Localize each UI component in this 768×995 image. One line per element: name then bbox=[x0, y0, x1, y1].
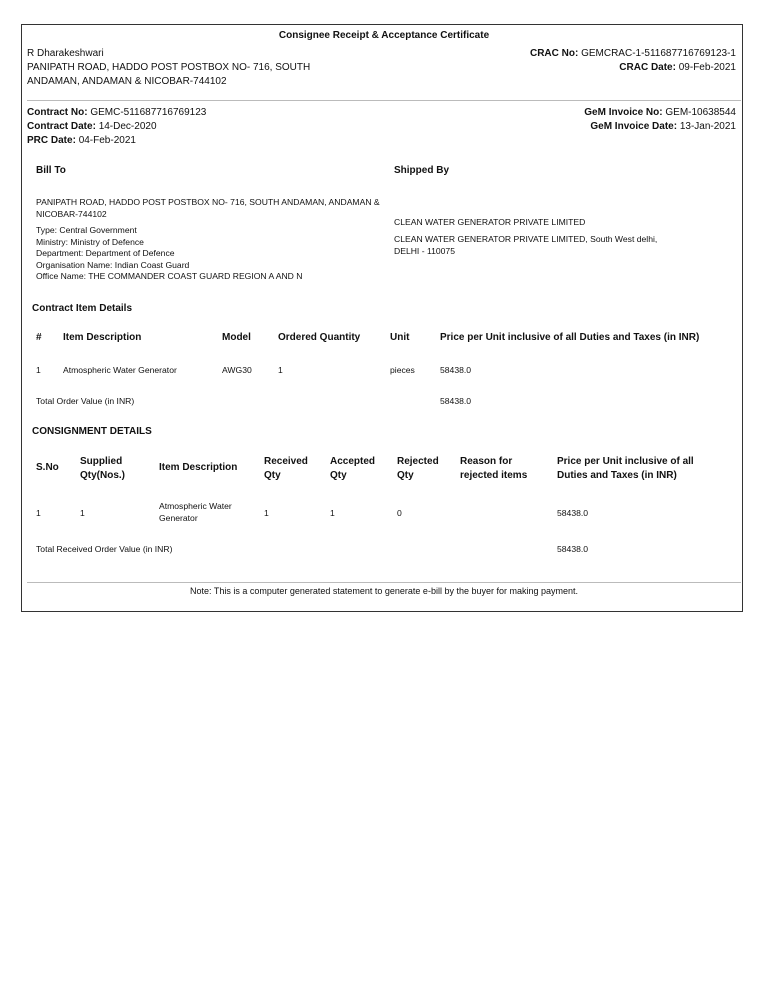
crac-date bbox=[530, 61, 736, 75]
prc-date-label: PRC Date: bbox=[27, 135, 76, 146]
col-header-received-line2: Qty bbox=[264, 470, 281, 481]
row-num: 1 bbox=[36, 365, 41, 375]
invoice-date-value: 13-Jan-2021 bbox=[679, 121, 736, 132]
col-header-rejected-line1: Rejected bbox=[397, 456, 439, 467]
col-header-item-description: Item Description bbox=[159, 462, 238, 473]
consignee-block bbox=[27, 47, 310, 89]
total-received-label: Total Received Order Value (in INR) bbox=[36, 544, 173, 554]
consignment-received: 1 bbox=[264, 508, 269, 518]
col-header-unit: Unit bbox=[390, 332, 410, 343]
col-header-unit-price bbox=[557, 455, 694, 483]
crac-no bbox=[530, 47, 736, 61]
col-header-model: Model bbox=[222, 332, 251, 343]
consignment-price: 58438.0 bbox=[557, 508, 589, 518]
shipped-by-company: CLEAN WATER GENERATOR PRIVATE LIMITED bbox=[394, 217, 586, 227]
contract-no-value: GEMC-511687716769123 bbox=[90, 107, 207, 118]
shipped-by-address bbox=[394, 234, 657, 257]
consignment-sno: 1 bbox=[36, 508, 41, 518]
row-description: Atmospheric Water Generator bbox=[63, 365, 177, 375]
contract-date-value: 14-Dec-2020 bbox=[98, 121, 157, 132]
row-model: AWG30 bbox=[222, 365, 252, 375]
consignment-rejected: 0 bbox=[397, 508, 402, 518]
invoice-no bbox=[584, 106, 736, 120]
col-header-received bbox=[264, 455, 308, 483]
prc-date bbox=[27, 134, 206, 148]
consignee-address-line2: ANDAMAN, ANDAMAN & NICOBAR-744102 bbox=[27, 76, 227, 87]
crac-no-label: CRAC No: bbox=[529, 48, 579, 59]
contract-date-label: Contract Date: bbox=[27, 121, 96, 132]
consignment-supplied: 1 bbox=[80, 508, 85, 518]
consignee-address-line1: PANIPATH ROAD, HADDO POST POSTBOX NO- 716, SOUTH bbox=[27, 62, 311, 73]
crac-no-value: GEMCRAC-1-511687716769123-1 bbox=[581, 48, 736, 59]
col-header-sno: S.No bbox=[36, 462, 59, 473]
col-header-reason-line2: rejected items bbox=[460, 470, 528, 481]
row-qty: 1 bbox=[278, 365, 283, 375]
invoice-block bbox=[584, 106, 736, 134]
total-order-value: 58438.0 bbox=[440, 396, 472, 406]
row-unit: pieces bbox=[390, 365, 415, 375]
col-header-ordered-qty: Ordered Quantity bbox=[278, 332, 361, 343]
bill-to-office: Office Name: THE COMMANDER COAST GUARD REGION A AND N bbox=[36, 271, 303, 281]
consignee-name: R Dharakeshwari bbox=[27, 48, 104, 59]
bill-to-address: PANIPATH ROAD, HADDO POST POSTBOX NO- 716, SOUTH ANDAMAN, ANDAMAN & NICOBAR-744102 bbox=[36, 197, 380, 219]
bill-to-organisation: Organisation Name: Indian Coast Guard bbox=[36, 259, 190, 270]
bill-to-heading: Bill To bbox=[36, 165, 66, 176]
consignment-description-line2: Generator bbox=[159, 512, 198, 523]
crac-block bbox=[530, 47, 736, 75]
row-price: 58438.0 bbox=[440, 365, 472, 375]
col-header-num: # bbox=[36, 332, 42, 343]
contract-no-label: Contract No: bbox=[27, 107, 88, 118]
shipped-by-address-line1: CLEAN WATER GENERATOR PRIVATE LIMITED, South West delhi, bbox=[394, 234, 658, 244]
col-header-accepted-line1: Accepted bbox=[330, 456, 376, 467]
col-header-rejected-line2: Qty bbox=[397, 470, 414, 481]
contract-block bbox=[27, 106, 206, 148]
col-header-supplied-line1: Supplied bbox=[80, 456, 123, 467]
shipped-by-address-line2: DELHI - 110075 bbox=[394, 245, 455, 256]
col-header-supplied-line2: Qty(Nos.) bbox=[80, 470, 125, 481]
col-header-supplied bbox=[80, 455, 125, 483]
invoice-no-value: GEM-10638544 bbox=[665, 107, 736, 118]
invoice-date-label: GeM Invoice Date: bbox=[590, 121, 678, 132]
bill-to-details bbox=[36, 225, 302, 283]
col-header-reason-line1: Reason for bbox=[460, 456, 513, 467]
col-header-unit-price-line2: Duties and Taxes (in INR) bbox=[557, 470, 677, 481]
consignment-accepted: 1 bbox=[330, 508, 335, 518]
col-header-reason bbox=[460, 455, 527, 483]
contract-date bbox=[27, 120, 206, 134]
bill-to-department: Department: Department of Defence bbox=[36, 248, 175, 258]
invoice-date bbox=[584, 120, 736, 134]
col-header-received-line1: Received bbox=[264, 456, 308, 467]
col-header-unit-price-line1: Price per Unit inclusive of all bbox=[557, 456, 694, 467]
invoice-no-label: GeM Invoice No: bbox=[584, 107, 663, 118]
consignment-description-line1: Atmospheric Water bbox=[159, 501, 232, 511]
footer-note: Note: This is a computer generated statement to generate e-bill by the buyer for making payment. bbox=[189, 586, 579, 596]
contract-items-heading: Contract Item Details bbox=[32, 303, 133, 314]
crac-date-value: 09-Feb-2021 bbox=[678, 62, 736, 73]
contract-no bbox=[27, 106, 206, 120]
shipped-by-heading: Shipped By bbox=[394, 165, 450, 176]
col-header-accepted-line2: Qty bbox=[330, 470, 347, 481]
col-header-description: Item Description bbox=[63, 332, 142, 343]
divider bbox=[27, 100, 741, 101]
prc-date-value: 04-Feb-2021 bbox=[78, 135, 136, 146]
crac-date-label: CRAC Date: bbox=[619, 62, 676, 73]
col-header-rejected bbox=[397, 455, 439, 483]
consignment-heading: CONSIGNMENT DETAILS bbox=[32, 426, 152, 437]
col-header-price: Price per Unit inclusive of all Duties and Taxes (in INR) bbox=[440, 332, 700, 343]
consignment-description bbox=[159, 501, 232, 524]
bill-to-ministry: Ministry: Ministry of Defence bbox=[36, 236, 144, 247]
col-header-accepted bbox=[330, 455, 375, 483]
bill-to-type: Type: Central Government bbox=[36, 225, 137, 235]
total-received-value: 58438.0 bbox=[557, 544, 589, 554]
total-order-label: Total Order Value (in INR) bbox=[36, 396, 135, 406]
footer-divider bbox=[27, 582, 741, 583]
document-title: Consignee Receipt & Acceptance Certificate bbox=[278, 30, 490, 41]
